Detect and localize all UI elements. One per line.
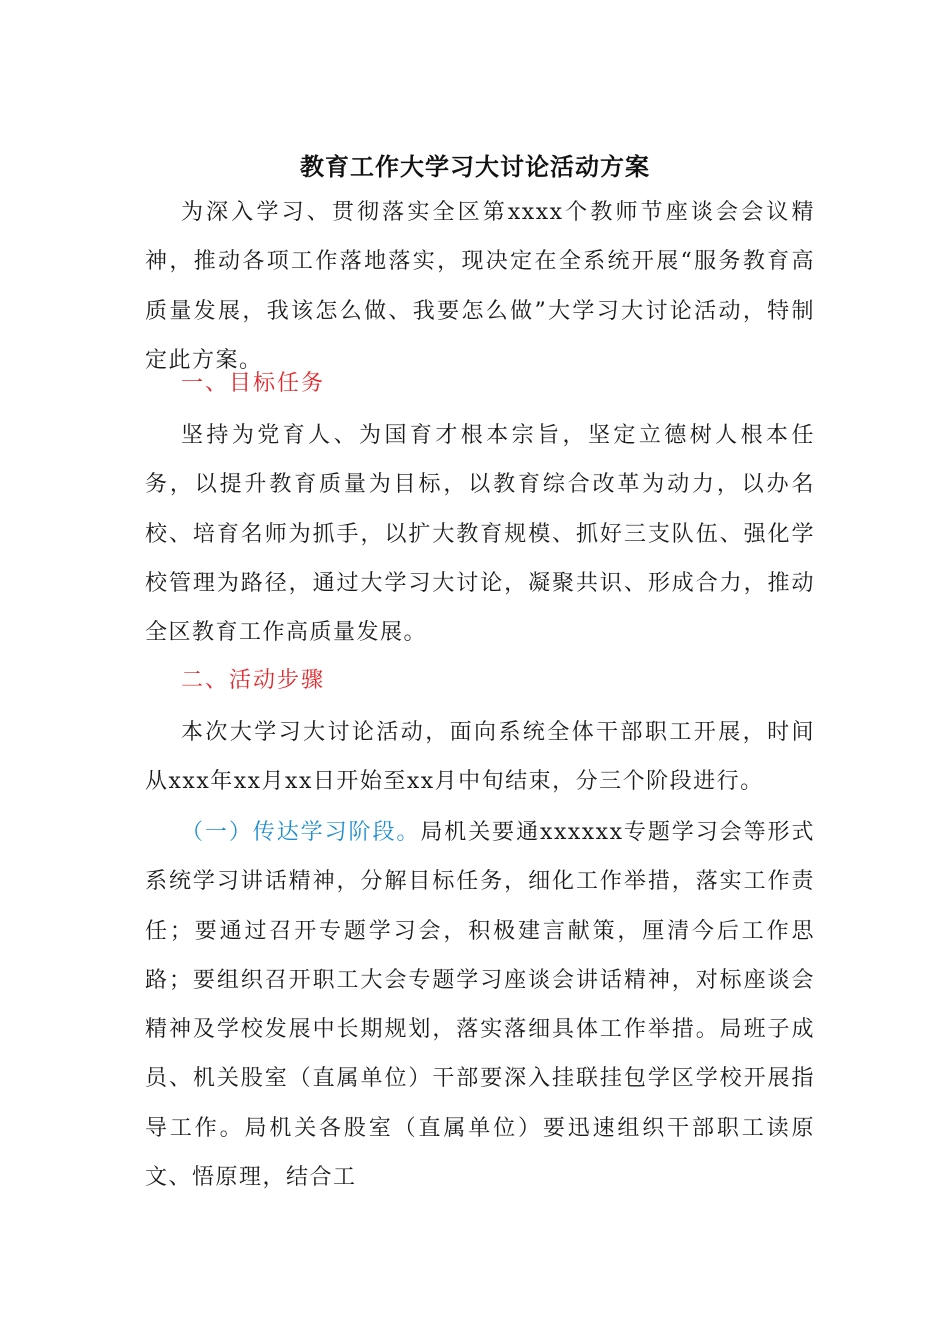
stage-one-paragraph bbox=[145, 808, 815, 1202]
steps-paragraph: 本次大学习大讨论活动，面向系统全体干部职工开展，时间从xxx年xx月xx日开始至xx月中旬结束，分三个阶段进行。 bbox=[145, 720, 815, 795]
stage-one-heading: （一）传达学习阶段。 bbox=[181, 820, 421, 845]
section-heading-steps: 二、活动步骤 bbox=[181, 668, 326, 693]
stage-one-body: 局机关要通xxxxxx专题学习会等形式系统学习讲话精神，分解目标任务，细化工作举措，落实工作责任；要通过召开专题学习会，积极建言献策，厘清今后工作思路；要组织召开职工大会专题学习座谈会讲话精神，对标座谈会精神及学校发展中长期规划，落实落细具体工作举措。局班子成员、机关股室（直属单位）干部要深入挂联挂包学区学校开展指导工作。局机关各股室（直属单位）要迅速组织干部职工读原文、悟原理，结合工 bbox=[145, 820, 815, 1191]
intro-paragraph: 为深入学习、贯彻落实全区第xxxx个教师节座谈会会议精神，推动各项工作落地落实，现决定在全系统开展“服务教育高质量发展，我该怎么做、我要怎么做”大学习大讨论活动，特制定此方案。 bbox=[145, 200, 815, 373]
goals-paragraph: 坚持为党育人、为国育才根本宗旨，坚定立德树人根本任务，以提升教育质量为目标，以教育综合改革为动力，以办名校、培育名师为抓手，以扩大教育规模、抓好三支队伍、强化学校管理为路径，通过大学习大讨论，凝聚共识、形成合力，推动全区教育工作高质量发展。 bbox=[145, 423, 815, 646]
document-title: 教育工作大学习大讨论活动方案 bbox=[300, 152, 650, 181]
section-heading-goals: 一、目标任务 bbox=[181, 371, 326, 396]
